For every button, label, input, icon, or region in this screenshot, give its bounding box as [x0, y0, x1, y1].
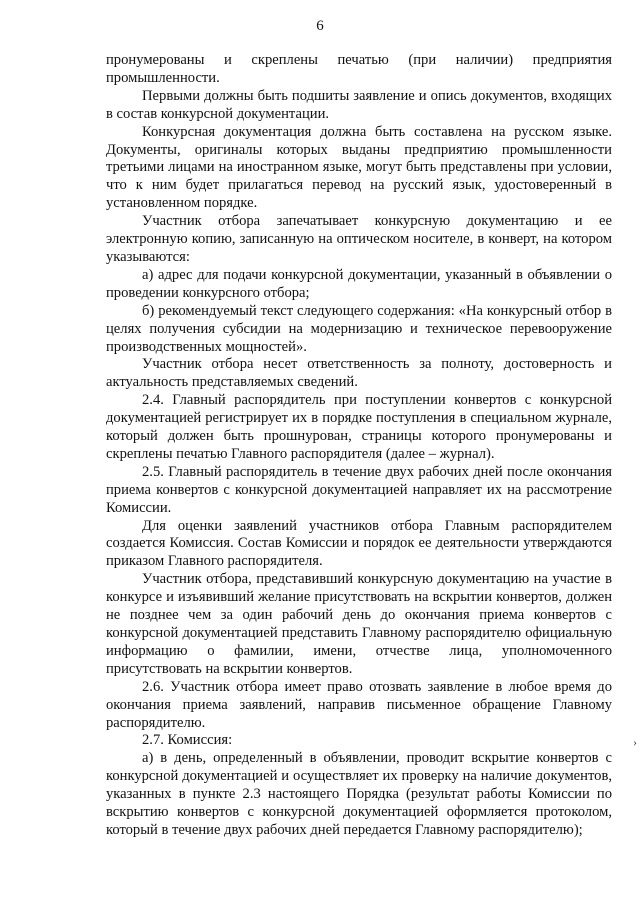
paragraph: а) в день, определенный в объявлении, проводит вскрытие конвертов с конкурсной документацией и осуществляет их проверку на наличие документов, указанных в пункте 2.3 настоящего Порядка (результат работы Комиссии по вскрытию конвертов с конкурсной документацией оформляется протоколом, который в течение двух рабочих дней передается Главному распорядителю); [106, 750, 612, 838]
document-body [106, 52, 612, 840]
paragraph: 2.7. Комиссия: [142, 732, 233, 749]
paragraph: а) адрес для подачи конкурсной документации, указанный в объявлении о проведении конкурсного отбора; [106, 266, 612, 301]
paragraph: 2.4. Главный распорядитель при поступлении конвертов с конкурсной документацией регистрирует их в порядке поступления в специальном журнале, который должен быть прошнурован, страницы которого пронумерованы и скреплены печатью Главного распорядителя (далее – журнал). [106, 392, 612, 462]
paragraph: б) рекомендуемый текст следующего содержания: «На конкурсный отбор в целях получения субсидии на модернизацию и техническое перевооружение производственных мощностей». [106, 302, 612, 355]
paragraph: Участник отбора запечатывает конкурсную документацию и ее электронную копию, записанную на оптическом носителе, в конверт, на котором указываются: [106, 213, 612, 265]
paragraph: Конкурсная документация должна быть составлена на русском языке. Документы, оригиналы которых выданы предприятию промышленности третьими лицами на иностранном языке, могут быть представлены при условии, что к ним будет прилагаться перевод на русский язык, удостоверенный в установленном порядке. [106, 123, 612, 212]
paragraph: Для оценки заявлений участников отбора Главным распорядителем создается Комиссия. Состав Комиссии и порядок ее деятельности утверждаются приказом Главного распорядителя. [106, 517, 612, 570]
paragraph: 2.5. Главный распорядитель в течение двух рабочих дней после окончания приема конвертов с конкурсной документацией направляет их на рассмотрение Комиссии. [106, 463, 612, 516]
paragraph: пронумерованы и скреплены печатью (при наличии) предприятия промышленности. [106, 52, 612, 86]
paragraph: Участник отбора несет ответственность за полноту, достоверность и актуальность представляемых сведений. [106, 356, 612, 391]
paragraph: Участник отбора, представивший конкурсную документацию на участие в конкурсе и изъявивший желание присутствовать на вскрытии конвертов, должен не позднее чем за один рабочий день до окончания приема конвертов с конкурсной документацией представить Главному распорядителю официальную информацию о фамилии, имени, отчестве лица, уполномоченного присутствовать на вскрытии конвертов. [106, 571, 612, 677]
page-number: 6 [316, 18, 324, 34]
edge-mark: › [633, 735, 637, 749]
paragraph: 2.6. Участник отбора имеет право отозвать заявление в любое время до окончания приема заявлений, направив письменное обращение Главному распорядителю. [106, 678, 612, 731]
paragraph: Первыми должны быть подшиты заявление и опись документов, входящих в состав конкурсной документации. [106, 87, 612, 122]
